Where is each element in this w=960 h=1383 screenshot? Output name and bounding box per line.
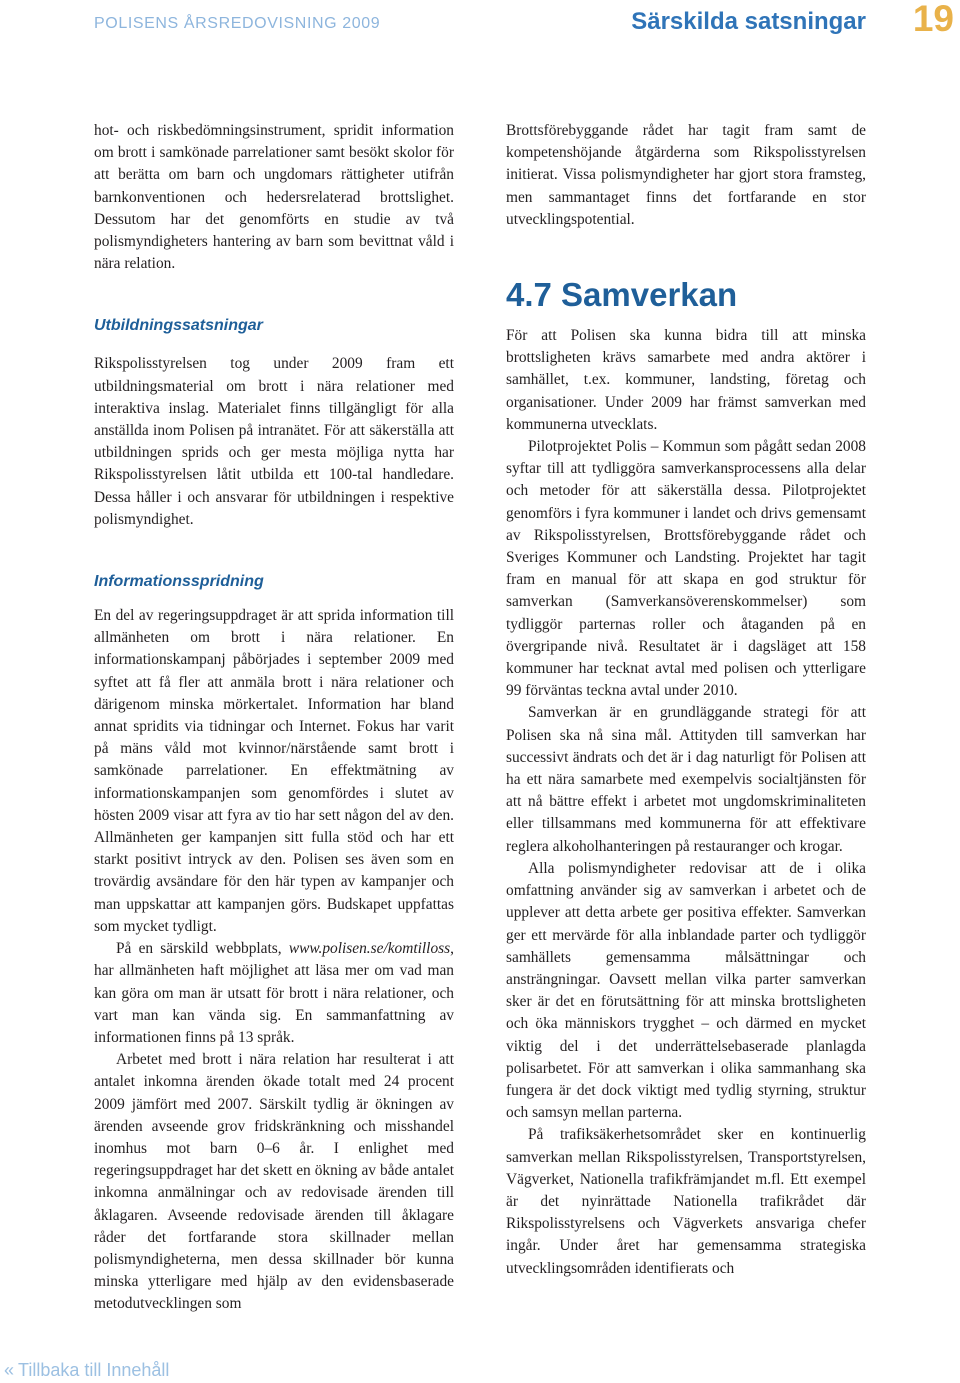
page-number: 19: [912, 0, 954, 39]
right-column: [506, 120, 866, 1280]
section-title: Särskilda satsningar: [631, 8, 866, 35]
body-paragraph: På en särskild webbplats, www.polisen.se/komtilloss, har allmänheten haft möjlighet att läsa mer om vad man kan göra om man är utsatt för brott i nära relationer, och vart man kan vända sig. En sammanfattning av informationen finns på 13 språk.: [94, 940, 454, 1046]
body-paragraph: Pilotprojektet Polis – Kommun som pågått sedan 2008 syftar till att tydliggöra samverkansprocessens alla delar och metoder för att säkerställa dessa. Pilotprojektet genomförs i fyra kommuner i landet och drivs gemensamt av Rikspolisstyrelsen, Brottsförebyggande rådet och Sveriges Kommuner och Landsting. Projektet har tagit fram en manual för att skapa en god struktur för samverkan (Samverkansöverenskommelser) som tydliggör parternas roller och åtaganden på en övergripande nivå. Resultatet är i dagsläget att 158 kommuner har tecknat avtal med polisen och ytterligare 99 förväntas teckna avtal under 2010.: [506, 438, 866, 700]
body-paragraph: Alla polismyndigheter redovisar att de i olika omfattning använder sig av samverkan i arbetet och de upplever att detta arbete ger positiva effekter. Samverkan ger ett mervärde för alla inblandade parter och tydliggör samhällets gemensamma målsättningar och ansträngningar. Oavsett mellan vilka parter samverkan sker är det en förutsättning för att minska brottsligheten och öka människors trygghet – och därmed en mycket viktig del i det underrättelsebaserade planlagda polisarbetet. För att samverkan i olika sammanhang ska fungera är det dock viktigt med tydlig styrning, struktur och samsyn mellan parterna.: [506, 859, 866, 1122]
running-title: POLISENS ÅRSREDOVISNING 2009: [94, 15, 381, 32]
website-link[interactable]: www.polisen.se/komtilloss: [288, 940, 451, 958]
body-paragraph: För att Polisen ska kunna bidra till att minska brottsligheten krävs samarbete med andra aktörer i samhället, t.ex. kommuner, landsting, företag och organisationer. Under 2009 har främst samverkan med kommunerna utvecklats.: [506, 327, 866, 433]
body-paragraph: På trafiksäkerhetsområdet sker en kontinuerlig samverkan mellan Rikspolisstyrelsen, Transportstyrelsen, Vägverket, Nationella trafikfrämjandet m.fl. Ett exempel är det nyinrättade Nationella trafikrådet där Rikspolisstyrelsens och Vägverkets ansvariga chefer ingår. Under året har gemensamma strategiska utvecklingsområden identifierats och: [506, 1126, 866, 1277]
body-paragraph: Brottsförebyggande rådet har tagit fram samt de kompetenshöjande åtgärderna som Rikspolisstyrelsen initierat. Vissa polismyndigheter har gjort stora framsteg, men sammantaget finns det fortfarande en stor utvecklingspotential.: [506, 122, 866, 228]
body-paragraph: hot- och riskbedömningsinstrument, spridit information om brott i samkönade parrelationer samt besökt skolor för att berätta om barn och ungdomars rättigheter utifrån barnkonventionen och hedersrelaterad brottslighet. Dessutom har det genomförts en studie av två polismyndigheters hantering av barn som bevittnat våld i nära relation.: [94, 122, 454, 273]
sub-heading-information: Informationsspridning: [94, 573, 264, 591]
back-to-contents-link[interactable]: [4, 1360, 169, 1381]
left-column: [94, 120, 454, 1316]
body-paragraph: En del av regeringsuppdraget är att sprida information till allmänheten om brott i nära relationer. En informationskampanj påbörjades i september 2009 med syftet att få fler att anmäla brott i nära relationer och därigenom minska mörkertalet. Information har bland annat spridits via tidningar och Internet. Fokus har varit på mäns våld mot kvinnor/närstående samt brott i samkönade parrelationer. En effektmätning av informationskampanjen som genomfördes i slutet av hösten 2009 visar att fyra av tio har sett någon del av den. Allmänheten ger kampanjen sitt fulla stöd och har ett starkt positivt intryck av den. Polisen ses även som en trovärdig avsändare för den här typen av kampanjer och man uppskattar att kampanjen görs. Budskapet uppfattas som mycket tydligt.: [94, 607, 454, 935]
body-paragraph: Arbetet med brott i nära relation har resulterat i att antalet inkomna ärenden ökade totalt med 24 procent 2009 jämfört med 2007. Särskilt tydlig är ökningen av ärenden avseende grov fridskränkning och misshandel inomhus mot barn 0–6 år. I enlighet med regeringsuppdraget har det skett en ökning av både antalet inkomna anmälningar och av redovisade ärenden till åklagaren. Avseende redovisade ärenden till åklagare råder det fortfarande stora skillnader mellan polismyndigheterna, men dessa skillnader bör kunna minska ytterligare med hjälp av den evidensbaserade metodutvecklingen som: [94, 1051, 454, 1313]
page-header: [0, 0, 960, 60]
sub-heading-utbildning: Utbildningssatsningar: [94, 317, 263, 335]
double-chevron-left-icon: «: [4, 1360, 15, 1380]
back-link-label: Tillbaka till Innehåll: [18, 1360, 170, 1380]
body-paragraph: Rikspolisstyrelsen tog under 2009 fram ett utbildningsmaterial om brott i nära relationer med interaktiva inslag. Materialet finns tillgängligt för alla anställda inom Polisen på intranätet. För att säkerställa att utbildningen sprids och ger mesta möjliga nytta har Rikspolisstyrelsen låtit utbilda ett 100-tal handledare. Dessa håller i och ansvarar för utbildningen i respektive polismyndighet.: [94, 355, 454, 528]
body-paragraph: Samverkan är en grundläggande strategi för att Polisen ska nå sina mål. Attityden till samverkan har successivt ändrats och det är i dag naturligt för Polisen att ha ett nära samarbete med exempelvis socialtjänsten för att nå bättre effekt i arbetet mot ungdomskriminaliteten eller tillsammans med kommunerna för att effektivare reglera alkoholhanteringen på restauranger och krogar.: [506, 704, 866, 855]
section-heading: 4.7 Samverkan: [506, 276, 738, 314]
